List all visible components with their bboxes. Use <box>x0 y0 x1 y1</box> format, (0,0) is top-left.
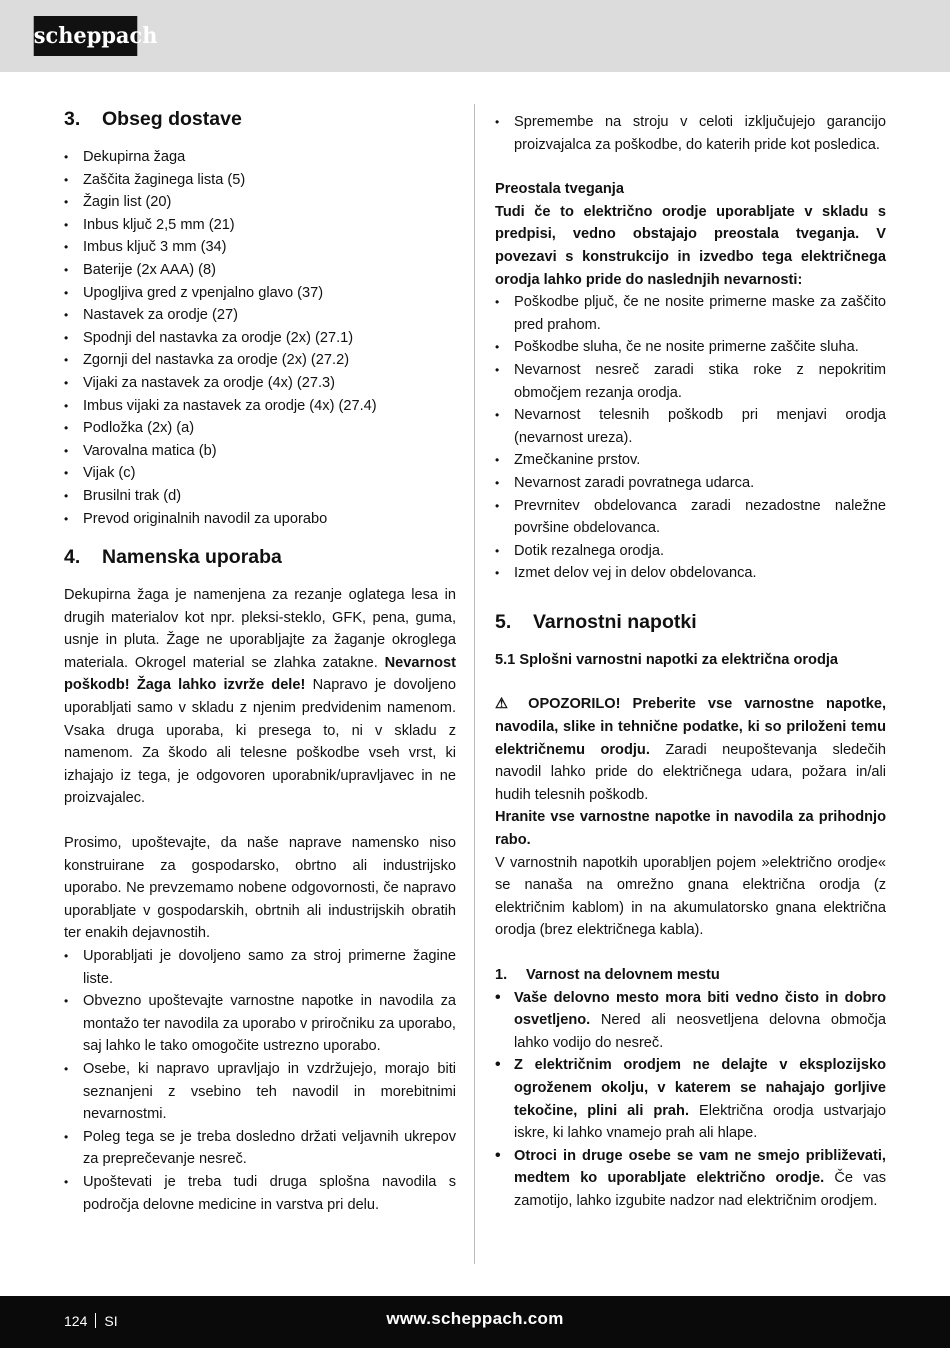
danger-warning: Nevarnost poškodb! Žaga lahko izvrže dele! <box>64 654 456 694</box>
list-item: • Poškodbe sluha, če ne nosite primerne zaščite sluha. <box>495 336 886 359</box>
list-item: • Baterije (2x AAA) (8) <box>64 259 456 282</box>
workplace-safety-heading: 1. Varnost na delovnem mestu <box>495 967 720 983</box>
list-item: • Imbus ključ 3 mm (34) <box>64 236 456 259</box>
list-item: • Imbus vijaki za nastavek za orodje (4x) (27.4) <box>64 395 456 418</box>
list-item: • Vijak (c) <box>64 462 456 485</box>
residual-risks-intro: Tudi če to električno orodje uporabljate v skladu s predpisi, vedno obstajajo preostala tveganja. V povezavi s konstrukcijo in izvedbo tega električnega orodja lahko pride do naslednjih nevarnosti: <box>495 203 886 288</box>
section-5-1-heading: 5.1 Splošni varnostni napotki za električna orodja <box>495 651 839 668</box>
list-item: • Nevarnost nesreč zaradi stika roke z nepokritim območjem rezanja orodja. <box>495 359 886 404</box>
list-item: • Zaščita žaginega lista (5) <box>64 169 456 192</box>
list-item: • Nevarnost zaradi povratnega udarca. <box>495 472 886 495</box>
column-divider <box>474 104 475 1264</box>
list-item: • Podložka (2x) (a) <box>64 417 456 440</box>
list-item: • Prevod originalnih navodil za uporabo <box>64 508 456 531</box>
list-item: • Dekupirna žaga <box>64 146 456 169</box>
scheppach-logo: scheppach <box>34 16 138 56</box>
list-item: • Poškodbe pljuč, če ne nosite primerne maske za zaščito pred prahom. <box>495 291 886 336</box>
list-item: • Vijaki za nastavek za orodje (4x) (27.3) <box>64 372 456 395</box>
usage-rules-list <box>64 945 456 1216</box>
workplace-safety-list <box>495 987 886 1213</box>
residual-risks-list <box>495 291 886 585</box>
left-column <box>64 104 456 1216</box>
list-item: • Spodnji del nastavka za orodje (2x) (27.1) <box>64 327 456 350</box>
list-item: • Žagin list (20) <box>64 191 456 214</box>
keep-instructions-note: Hranite vse varnostne napotke in navodila za prihodnjo rabo. <box>495 809 886 849</box>
website-url: www.scheppach.com <box>386 1309 564 1328</box>
list-item: • Spremembe na stroju v celoti izključujejo garancijo proizvajalca za poškodbe, do katerih pride kot posledica. <box>495 111 886 156</box>
list-item: • Varovalna matica (b) <box>64 440 456 463</box>
page-footer <box>0 1296 950 1348</box>
list-item: • Poleg tega se je treba dosledno držati veljavnih ukrepov za preprečevanje nesreč. <box>64 1126 456 1171</box>
intended-use-paragraph: Dekupirna žaga je namenjena za rezanje oglatega lesa in drugih materialov kot npr. pleksi-steklo, GFK, pena, guma, usnje in pluta. Žage ne uporabljajte za žaganje okroglega materiala. Okrogel material se zlahka zatakne. Nevarnost poškodb! Žaga lahko izvrže dele! Napravo je dovoljeno uporabljati samo v skladu z njenim predvidenim namenom. Vsaka druga uporaba, ki presega to, ni v skladu z namenom. Za škodo ali telesne poškodbe vseh vrst, ki izhajajo iz tega, je odgovoren uporabnik/upravljavec in ne proizvajalec. <box>64 587 456 807</box>
list-item: • Uporabljati je dovoljeno samo za stroj primerne žagine liste. <box>64 945 456 990</box>
list-item: • Otroci in druge osebe se vam ne smejo približevati, medtem ko uporabljate električno orodje. Če vas zamotijo, lahko izgubite nadzor nad električnim orodjem. <box>495 1145 886 1213</box>
right-column <box>495 111 886 1213</box>
scope-of-delivery-list <box>64 146 456 530</box>
list-item: • Prevrnitev obdelovanca zaradi nezadostne naležne površine obdelovanca. <box>495 495 886 540</box>
section-3-heading: 3. Obseg dostave <box>64 108 242 130</box>
list-item: • Izmet delov vej in delov obdelovanca. <box>495 562 886 585</box>
list-item: • Inbus ključ 2,5 mm (21) <box>64 214 456 237</box>
page-number: 124 SI <box>64 1313 118 1329</box>
warning-paragraph: ⚠ OPOZORILO! Preberite vse varnostne napotke, navodila, slike in tehnične podatke, ki so priloženi temu električnemu orodju. Zaradi neupoštevanja sledečih navodil lahko pride do električnega udara, požara in/ali hudih telesnih poškodb. <box>495 696 886 803</box>
list-item: • Nastavek za orodje (27) <box>64 304 456 327</box>
list-item: • Obvezno upoštevajte varnostne napotke in navodila za montažo ter navodila za uporabo v priročniku za uporabo, saj lahko le tako omogočite ustrezno uporabo. <box>64 990 456 1058</box>
commercial-use-paragraph: Prosimo, upoštevajte, da naše naprave namensko niso konstruirane za gospodarsko, obrtno ali industrijsko uporabo. Ne prevzemamo nobene odgovornosti, če napravo uporabljate v gospodarskih, obrtnih ali industrijskih obratih ter enakih dejavnostih. <box>64 835 456 942</box>
list-item: • Vaše delovno mesto mora biti vedno čisto in dobro osvetljeno. Nered ali neosvetljena delovna območja lahko vodijo do nesreč. <box>495 987 886 1055</box>
list-item: • Zgornji del nastavka za orodje (2x) (27.2) <box>64 349 456 372</box>
warning-icon: ⚠ <box>495 696 517 713</box>
list-item: • Osebe, ki napravo upravljajo in vzdržujejo, morajo biti seznanjeni z vsebino teh navodil in morebitnimi nevarnostmi. <box>64 1058 456 1126</box>
warranty-note-list <box>495 111 886 156</box>
list-item: • Dotik rezalnega orodja. <box>495 540 886 563</box>
list-item: • Upoštevati je treba tudi druga splošna navodila s področja delovne medicine in varstva pri delu. <box>64 1171 456 1216</box>
list-item: • Brusilni trak (d) <box>64 485 456 508</box>
definition-paragraph: V varnostnih napotkih uporabljen pojem »električno orodje« se nanaša na omrežno gnana električna orodja (z električnim kablom) in na akumulatorsko gnana električna orodja (brez električnega kabla). <box>495 854 886 939</box>
list-item: • Nevarnost telesnih poškodb pri menjavi orodja (nevarnost ureza). <box>495 404 886 449</box>
section-4-heading: 4. Namenska uporaba <box>64 546 282 569</box>
residual-risks-heading: Preostala tveganja <box>495 181 624 198</box>
list-item: • Upogljiva gred z vpenjalno glavo (37) <box>64 282 456 305</box>
page-header <box>0 0 950 72</box>
list-item: • Zmečkanine prstov. <box>495 449 886 472</box>
section-5-heading: 5. Varnostni napotki <box>495 610 697 633</box>
list-item: • Z električnim orodjem ne delajte v eksplozijsko ogroženem okolju, v katerem se nahajajo gorljive tekočine, plini ali prah. Električna orodja ustvarjajo iskre, ki lahko vnamejo prah ali hlape. <box>495 1054 886 1144</box>
language-code: SI <box>104 1313 118 1329</box>
